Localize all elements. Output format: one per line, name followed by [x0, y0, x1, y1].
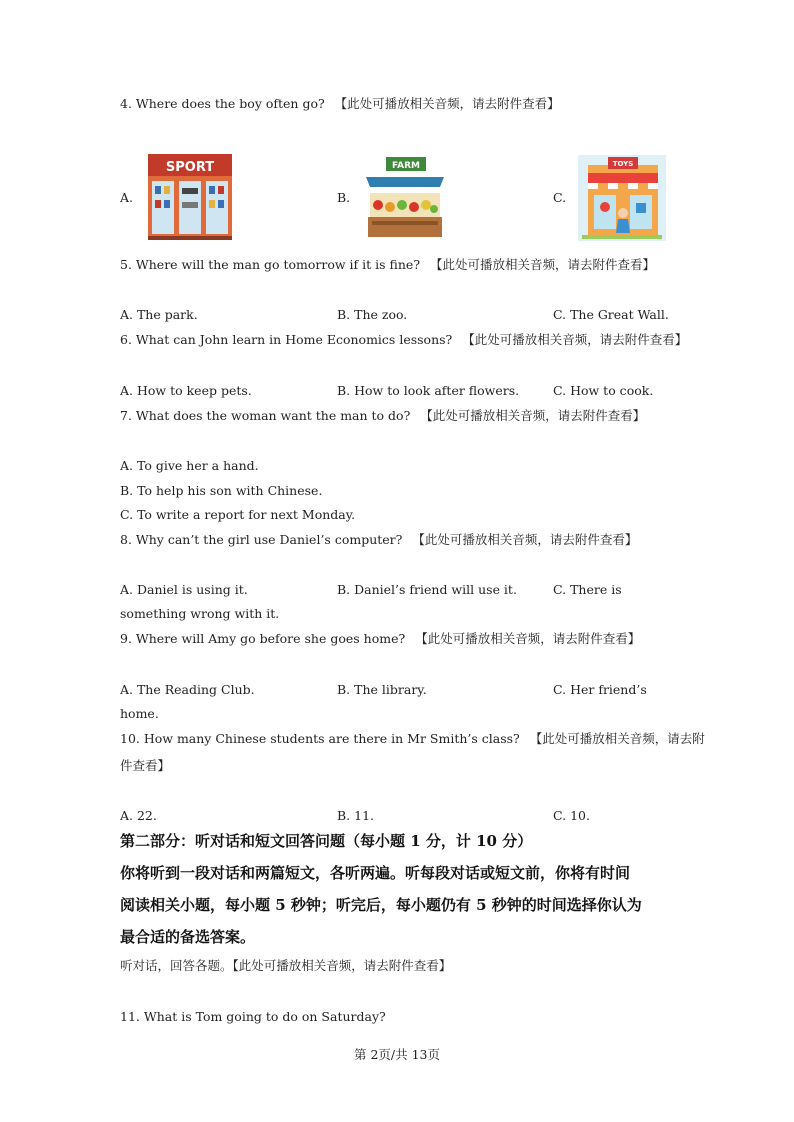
- option-9b[interactable]: B. The library.: [337, 682, 427, 697]
- option-6c[interactable]: C. How to cook.: [553, 383, 654, 398]
- option-5b[interactable]: B. The zoo.: [337, 307, 408, 322]
- question-9-text: 9. Where will Amy go before she goes home?: [120, 631, 406, 646]
- option-9c-continued: home.: [120, 706, 159, 721]
- question-4-text: 4. Where does the boy often go?: [120, 96, 325, 111]
- question-10-text: 10. How many Chinese students are there in Mr Smith’s class?: [120, 731, 520, 746]
- option-5a[interactable]: A. The park.: [120, 307, 198, 322]
- option-9c[interactable]: C. Her friend’s: [553, 682, 647, 697]
- option-4b-label: B.: [337, 190, 351, 205]
- option-10b[interactable]: B. 11.: [337, 808, 375, 823]
- listen-instruction[interactable]: 听对话，回答各题。【此处可播放相关音频，请去附件查看】: [120, 958, 452, 973]
- question-9: [120, 633, 640, 646]
- audio-link[interactable]: 【此处可播放相关音频，请去附件查看】: [462, 332, 688, 347]
- audio-link[interactable]: 【此处可播放相关音频，请去附件查看】: [415, 631, 641, 646]
- audio-link[interactable]: 【此处可播放相关音频，请去附: [529, 731, 705, 746]
- part-2-instructions-line-2: 阅读相关小题，每小题 5 秒钟；听完后，每小题仍有 5 秒钟的时间选择你认为: [120, 896, 642, 914]
- option-5c[interactable]: C. The Great Wall.: [553, 307, 669, 322]
- audio-link[interactable]: 【此处可播放相关音频，请去附件查看】: [334, 96, 560, 111]
- option-4c-label: C.: [553, 190, 567, 205]
- option-6a[interactable]: A. How to keep pets.: [120, 383, 252, 398]
- question-8-text: 8. Why can’t the girl use Daniel’s computer?: [120, 532, 403, 547]
- question-7: [120, 410, 645, 423]
- option-6b[interactable]: B. How to look after flowers.: [337, 383, 520, 398]
- question-6-text: 6. What can John learn in Home Economics lessons?: [120, 332, 453, 347]
- question-8: [120, 534, 637, 547]
- question-5-text: 5. Where will the man go tomorrow if it is fine?: [120, 257, 421, 272]
- option-9a[interactable]: A. The Reading Club.: [120, 682, 255, 697]
- question-10: [120, 733, 705, 746]
- option-10a[interactable]: A. 22.: [120, 808, 157, 823]
- part-2-instructions-line-3: 最合适的备选答案。: [120, 928, 256, 946]
- audio-link[interactable]: 【此处可播放相关音频，请去附件查看】: [412, 532, 638, 547]
- option-8c[interactable]: C. There is: [553, 582, 622, 597]
- question-11-text: 11. What is Tom going to do on Saturday?: [120, 1009, 386, 1024]
- question-5: [120, 259, 655, 272]
- sport-sign-text: SPORT: [165, 160, 215, 175]
- option-8b[interactable]: B. Daniel’s friend will use it.: [337, 582, 517, 597]
- part-2-instructions-line-1: 你将听到一段对话和两篇短文，各听两遍。听每段对话或短文前，你将有时间: [120, 864, 631, 882]
- option-8c-continued: something wrong with it.: [120, 606, 280, 621]
- question-4: [120, 98, 560, 111]
- option-7c[interactable]: C. To write a report for next Monday.: [120, 507, 356, 522]
- option-10c[interactable]: C. 10.: [553, 808, 590, 823]
- toys-sign-text: TOYS: [612, 160, 634, 168]
- question-7-text: 7. What does the woman want the man to do?: [120, 408, 411, 423]
- audio-link[interactable]: 【此处可播放相关音频，请去附件查看】: [430, 257, 656, 272]
- part-2-heading: 第二部分：听对话和短文回答问题（每小题 1 分，计 10 分）: [120, 832, 533, 850]
- farm-sign-text: FARM: [392, 161, 420, 171]
- audio-link[interactable]: 【此处可播放相关音频，请去附件查看】: [420, 408, 646, 423]
- sport-shop-image[interactable]: [145, 150, 237, 242]
- option-7b[interactable]: B. To help his son with Chinese.: [120, 483, 323, 498]
- question-6: [120, 334, 687, 347]
- option-7a[interactable]: A. To give her a hand.: [120, 458, 259, 473]
- audio-link-continued[interactable]: 件查看】: [120, 758, 171, 773]
- farm-stall-image[interactable]: [362, 155, 448, 241]
- page-number: 第 2页/共 13页: [353, 1047, 441, 1062]
- toy-shop-image[interactable]: [578, 155, 666, 241]
- option-4a-label: A.: [120, 190, 134, 205]
- option-8a[interactable]: A. Daniel is using it.: [120, 582, 248, 597]
